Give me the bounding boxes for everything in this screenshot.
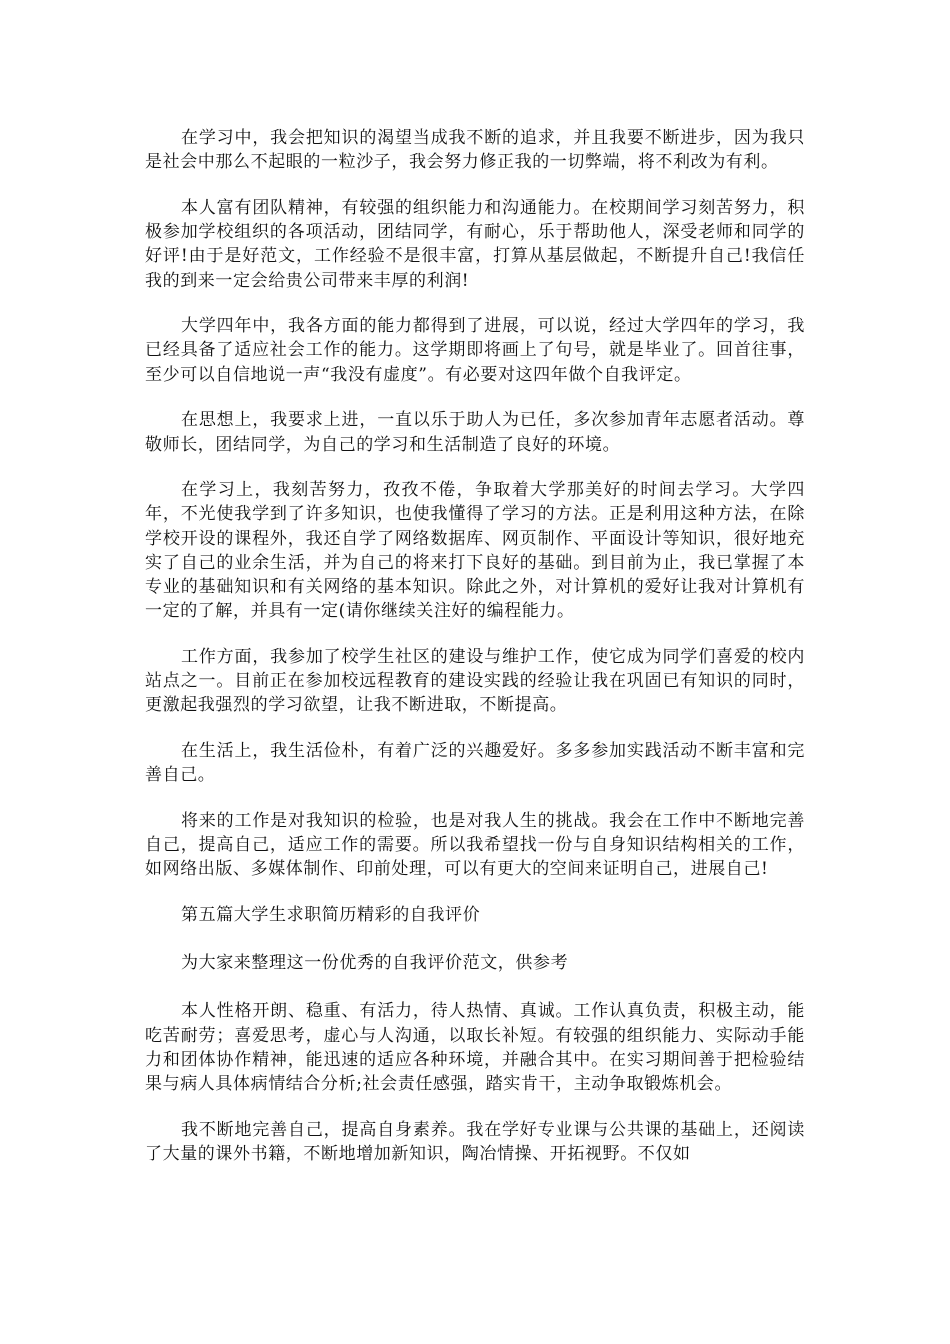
document-page <box>145 126 805 1188</box>
paragraph-four-years: 大学四年中，我各方面的能力都得到了进展，可以说，经过大学四年的学习，我已经具备了适应社会工作的能力。这学期即将画上了句号，就是毕业了。回首往事，至少可以自信地说一声“我没有虚度”。有必要对这四年做个自我评定。 <box>145 316 805 385</box>
paragraph-work: 工作方面，我参加了校学生社区的建设与维护工作，使它成为同学们喜爱的校内站点之一。目前正在参加校远程教育的建设实践的经验让我在巩固已有知识的同时，更激起我强烈的学习欲望，让我不断进取，不断提高。 <box>145 646 805 716</box>
paragraph-team-spirit: 本人富有团队精神，有较强的组织能力和沟通能力。在校期间学习刻苦努力，积极参加学校组织的各项活动，团结同学，有耐心，乐于帮助他人，深受老师和同学的好评!由于是好范文，工作经验不是很丰富，打算从基层做起，不断提升自己!我信任我的到来一定会给贵公司带来丰厚的利润! <box>145 197 805 291</box>
paragraph-future-work: 将来的工作是对我知识的检验，也是对我人生的挑战。我会在工作中不断地完善自己，提高自己，适应工作的需要。所以我希望找一份与自身知识结构相关的工作，如网络出版、多媒体制作、印前处理，可以有更大的空间来证明自己，进展自己! <box>145 810 805 880</box>
paragraph-personality: 本人性格开朗、稳重、有活力，待人热情、真诚。工作认真负责，积极主动，能吃苦耐劳；喜爱思考，虚心与人沟通，以取长补短。有较强的组织能力、实际动手能力和团体协作精神，能迅速的适应各种环境，并融合其中。在实习期间善于把检验结果与病人具体病情结合分析;社会责任感强，踏实肯干，主动争取锻炼机会。 <box>145 1001 805 1095</box>
paragraph-life: 在生活上，我生活俭朴，有着广泛的兴趣爱好。多多参加实践活动不断丰富和完善自己。 <box>145 741 805 786</box>
paragraph-study: 在学习上，我刻苦努力，孜孜不倦，争取着大学那美好的时间去学习。大学四年，不光使我学到了许多知识，也使我懂得了学习的方法。正是利用这种方法，在除学校开设的课程外，我还自学了网络数据库、网页制作、平面设计等知识，很好地充实了自己的业余生活，并为自己的将来打下良好的基础。到目前为止，我已掌握了本专业的基础知识和有关网络的基本知识。除此之外，对计算机的爱好让我对计算机有一定的了解，并具有一定(请你继续关注好的编程能力。 <box>145 480 805 622</box>
section-intro: 为大家来整理这一份优秀的自我评价范文，供参考 <box>181 953 569 974</box>
paragraph-thought: 在思想上，我要求上进，一直以乐于助人为已任，多次参加青年志愿者活动。尊敬师长，团结同学，为自己的学习和生活制造了良好的环境。 <box>145 410 805 455</box>
paragraph-self-improvement: 我不断地完善自己，提高自身素养。我在学好专业课与公共课的基础上，还阅读了大量的课外书籍，不断地增加新知识，陶冶情操、开拓视野。不仅如 <box>145 1119 805 1164</box>
paragraph-study-pursuit: 在学习中，我会把知识的渴望当成我不断的追求，并且我要不断进步，因为我只是社会中那么不起眼的一粒沙子，我会努力修正我的一切弊端，将不利改为有利。 <box>145 128 805 173</box>
section-title: 第五篇大学生求职简历精彩的自我评价 <box>181 905 481 926</box>
